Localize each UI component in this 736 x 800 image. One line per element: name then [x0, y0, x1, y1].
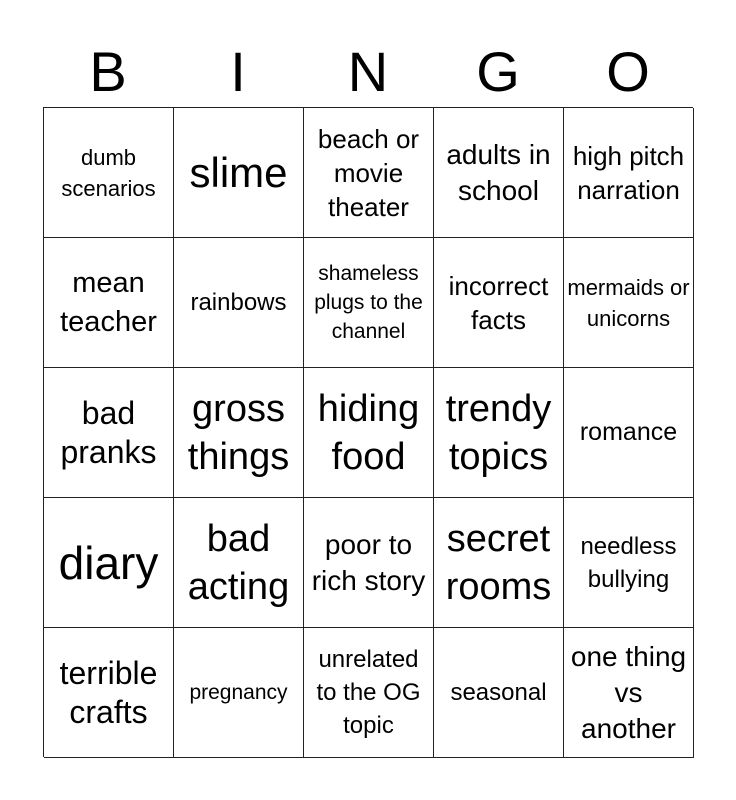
header-letter-i: I [230, 40, 246, 103]
cell-text: pregnancy [189, 681, 288, 704]
bingo-cell[interactable] [174, 108, 304, 238]
cell-text: gross things [187, 387, 290, 478]
cell-text: needless bullying [580, 532, 677, 593]
cell-text: trendy topics [445, 387, 552, 478]
bingo-header [43, 36, 693, 108]
bingo-cell[interactable] [174, 628, 304, 758]
bingo-cell[interactable] [304, 498, 434, 628]
cell-text: shameless plugs to the channel [314, 262, 423, 343]
bingo-cell[interactable] [564, 368, 694, 498]
bingo-cell[interactable] [304, 108, 434, 238]
cell-text: mean teacher [60, 266, 157, 338]
cell-text: poor to rich story [311, 528, 426, 596]
cell-text: one thing vs another [570, 640, 687, 744]
cell-text: diary [58, 536, 159, 589]
bingo-cell[interactable] [434, 368, 564, 498]
bingo-cell[interactable] [44, 108, 174, 238]
bingo-cell[interactable] [44, 368, 174, 498]
cell-text: secret rooms [445, 517, 552, 608]
cell-text: terrible crafts [59, 654, 158, 730]
header-letter-n: N [347, 40, 389, 103]
header-letter-b: B [89, 40, 127, 103]
bingo-cell[interactable] [564, 108, 694, 238]
header-letter-g: G [476, 40, 520, 103]
bingo-cell[interactable] [434, 108, 564, 238]
cell-text: rainbows [190, 289, 287, 316]
bingo-cell[interactable] [434, 628, 564, 758]
bingo-cell[interactable] [304, 238, 434, 368]
cell-text: adults in school [446, 138, 551, 206]
bingo-board [43, 107, 693, 757]
header-letter-o: O [606, 40, 650, 103]
cell-text: slime [189, 148, 288, 196]
cell-text: romance [579, 418, 678, 446]
bingo-cell[interactable] [304, 368, 434, 498]
cell-text: incorrect facts [448, 270, 549, 335]
cell-text: dumb scenarios [61, 144, 156, 201]
bingo-cell[interactable] [174, 498, 304, 628]
cell-text: hiding food [317, 387, 420, 478]
cell-text: beach or movie theater [317, 123, 420, 222]
bingo-cell[interactable] [174, 368, 304, 498]
bingo-cell[interactable] [564, 498, 694, 628]
cell-text: mermaids or unicorns [567, 274, 690, 331]
bingo-cell[interactable] [44, 498, 174, 628]
cell-text: seasonal [450, 679, 547, 706]
bingo-cell[interactable] [44, 238, 174, 368]
bingo-cell[interactable] [44, 628, 174, 758]
bingo-cell[interactable] [564, 238, 694, 368]
bingo-cell[interactable] [304, 628, 434, 758]
bingo-cell[interactable] [434, 498, 564, 628]
cell-text: unrelated to the OG topic [316, 646, 421, 739]
bingo-cell[interactable] [564, 628, 694, 758]
bingo-cell[interactable] [434, 238, 564, 368]
bingo-cell[interactable] [174, 238, 304, 368]
cell-text: bad acting [187, 517, 290, 608]
cell-text: bad pranks [60, 394, 157, 470]
cell-text: high pitch narration [572, 140, 685, 205]
